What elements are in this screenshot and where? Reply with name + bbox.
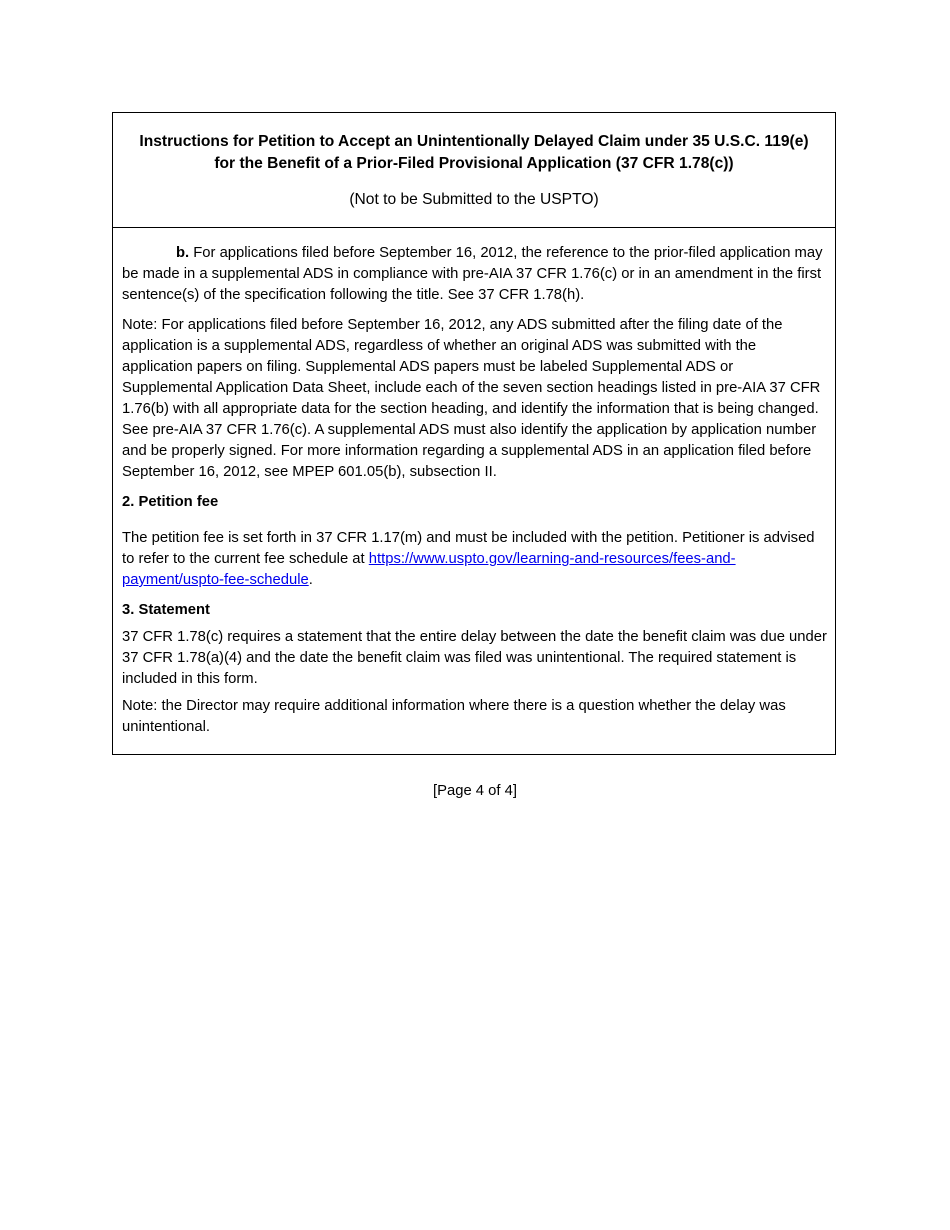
item-b-lead: b. [176,245,190,261]
statement-paragraph: 37 CFR 1.78(c) requires a statement that the entire delay between the date the benefit claim was due under 37 CFR 1.78(a)(4) and the date the benefit claim was filed was unintentional. The required statement is included in this form. [122,629,827,687]
petition-fee-text: The petition fee is set forth in 37 CFR 1.17(m) and must be included with the petition. Petitioner is advised to refer to the current fee schedule at [122,530,815,567]
form-subtitle: (Not to be Submitted to the USPTO) [349,191,599,208]
form-content [113,228,835,754]
item-b-text: For applications filed before September 16, 2012, the reference to the prior-filed application may be made in a supplemental ADS in compliance with pre-AIA 37 CFR 1.76(c) or in an amendment in the first sentence(s) of the specification following the title. See 37 CFR 1.78(h). [122,245,823,303]
form-title-line-2: for the Benefit of a Prior-Filed Provisional Application (37 CFR 1.78(c)) [214,155,734,172]
instructions-form-box [112,112,836,755]
form-header [113,113,835,228]
petition-fee-paragraph [122,528,827,591]
form-title [119,131,829,175]
supplemental-ads-note: Note: For applications filed before September 16, 2012, any ADS submitted after the filing date of the application is a supplemental ADS, regardless of whether an original ADS was submitted with the application papers on filing. Supplemental ADS papers must be labeled Supplemental ADS or Supplemental Application Data Sheet, include each of the seven section headings listed in pre-AIA 37 CFR 1.76(b) with all appropriate data for the section heading, and identify the information that is being changed. See pre-AIA 37 CFR 1.76(c). A supplemental ADS must also identify the application by application number and be properly signed. For more information regarding a supplemental ADS in an application filed before September 16, 2012, see MPEP 601.05(b), subsection II. [122,317,821,480]
page-number: [Page 4 of 4] [433,783,517,799]
petition-fee-heading: 2. Petition fee [122,494,219,510]
form-title-line-1: Instructions for Petition to Accept an Unintentionally Delayed Claim under 35 U.S.C. 119(e) [139,133,809,150]
petition-fee-period: . [308,572,313,588]
statement-heading: 3. Statement [122,602,210,618]
fee-schedule-link[interactable]: https://www.uspto.gov/learning-and-resources/fees-and-payment/uspto-fee-schedule [122,551,736,588]
director-note: Note: the Director may require additional information where there is a question whether the delay was unintentional. [122,698,786,735]
item-b-paragraph [122,243,827,306]
